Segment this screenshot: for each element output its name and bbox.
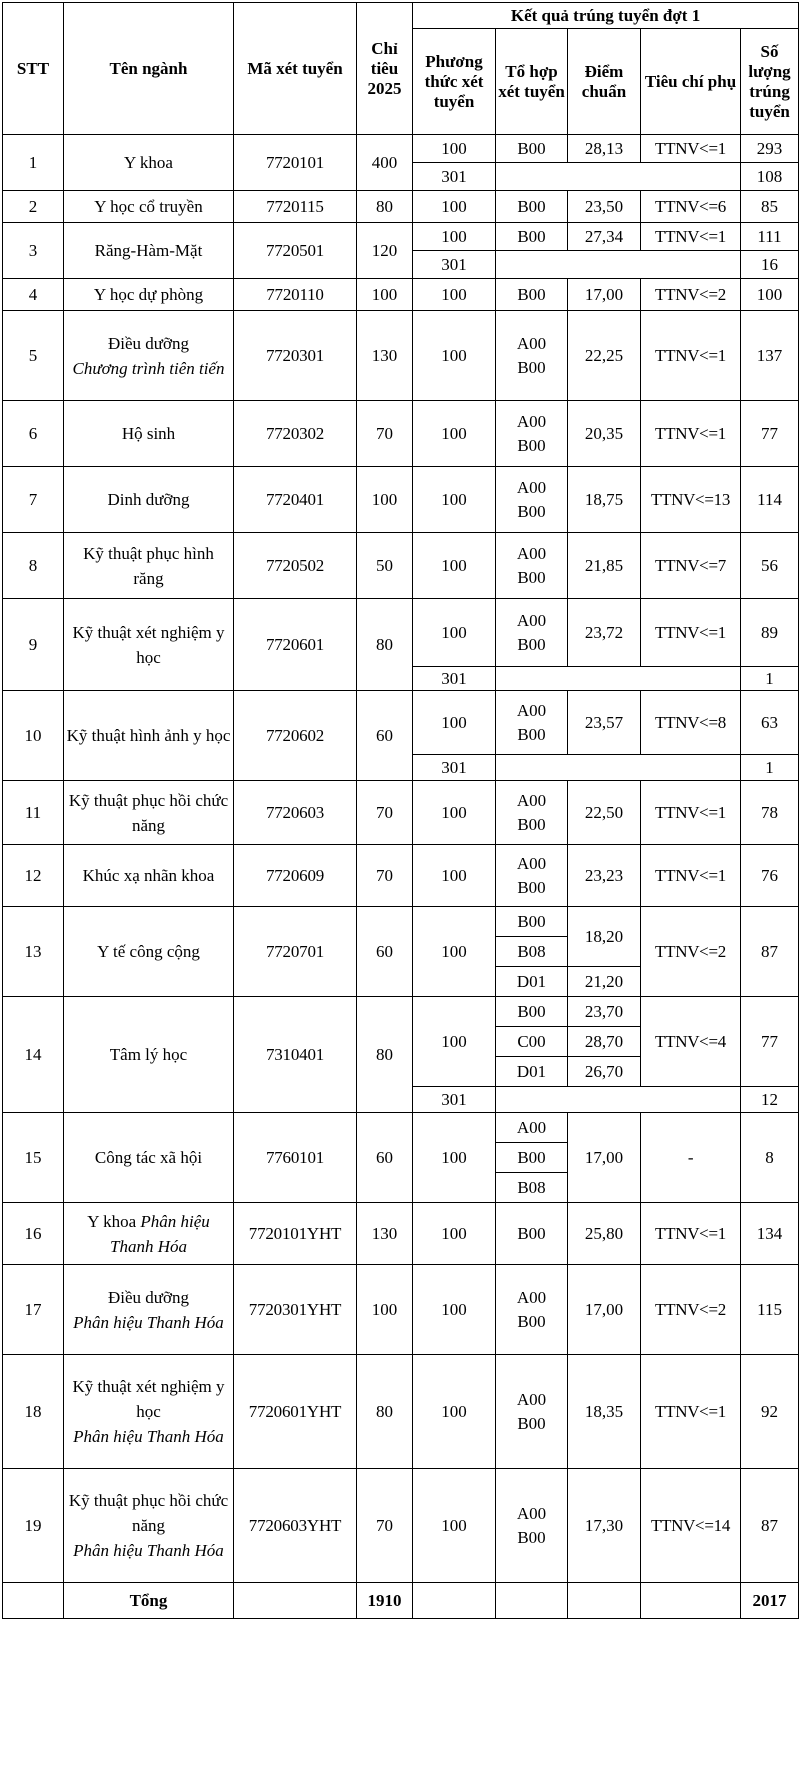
cell-name: Y học cổ truyền: [64, 191, 234, 223]
cell-name: Kỹ thuật xét nghiệm y học: [64, 599, 234, 691]
combo-a: A00: [516, 1287, 547, 1307]
header-stt: STT: [3, 3, 64, 135]
cell-stt: 13: [3, 907, 64, 997]
cell-method: 100: [413, 223, 496, 251]
cell-combo: B00: [496, 191, 568, 223]
cell-method: 100: [413, 191, 496, 223]
table-row: [3, 691, 799, 755]
cell-method: 100: [413, 1469, 496, 1583]
cell-code: 7720502: [234, 533, 357, 599]
cell-stt: 15: [3, 1113, 64, 1203]
cell-combo: [496, 533, 568, 599]
cell-score: 27,34: [568, 223, 641, 251]
table-row: [3, 191, 799, 223]
cell-method: 100: [413, 311, 496, 401]
table-row: [3, 599, 799, 667]
cell-score: 23,72: [568, 599, 641, 667]
cell-criteria: TTNV<=1: [641, 1203, 741, 1265]
cell-criteria: TTNV<=1: [641, 781, 741, 845]
header-to-hop: Tổ hợp xét tuyển: [496, 29, 568, 135]
cell-code: 7310401: [234, 997, 357, 1113]
cell-stt: 7: [3, 467, 64, 533]
cell-quota: 100: [357, 279, 413, 311]
cell-empty: [496, 1583, 568, 1619]
cell-name-italic: Phân hiệu Thanh Hóa: [73, 1312, 224, 1332]
cell-combo: B00: [496, 997, 568, 1027]
cell-method: 100: [413, 279, 496, 311]
combo-a: A00: [516, 853, 547, 873]
cell-quota: 100: [357, 1265, 413, 1355]
header-chi-tieu: Chỉ tiêu 2025: [357, 3, 413, 135]
cell-method: 301: [413, 163, 496, 191]
header-phuong-thuc: Phương thức xét tuyển: [413, 29, 496, 135]
cell-combo: [496, 599, 568, 667]
cell-name: Khúc xạ nhãn khoa: [64, 845, 234, 907]
cell-code: 7720601YHT: [234, 1355, 357, 1469]
cell-stt: 11: [3, 781, 64, 845]
cell-score: 23,50: [568, 191, 641, 223]
cell-method: 100: [413, 467, 496, 533]
cell-stt: 8: [3, 533, 64, 599]
cell-count: 85: [741, 191, 799, 223]
cell-method: 100: [413, 135, 496, 163]
cell-name: [64, 1203, 234, 1265]
table-row: [3, 279, 799, 311]
table-row: [3, 781, 799, 845]
cell-criteria: TTNV<=1: [641, 135, 741, 163]
cell-count: 293: [741, 135, 799, 163]
cell-quota: 70: [357, 1469, 413, 1583]
cell-combo: [496, 1265, 568, 1355]
cell-method: 100: [413, 781, 496, 845]
cell-name: Kỹ thuật hình ảnh y học: [64, 691, 234, 781]
cell-method: 100: [413, 1203, 496, 1265]
cell-score: 28,13: [568, 135, 641, 163]
total-label: Tổng: [64, 1583, 234, 1619]
cell-score: 28,70: [568, 1027, 641, 1057]
cell-stt: 18: [3, 1355, 64, 1469]
table-row: [3, 135, 799, 163]
cell-code: 7720601: [234, 599, 357, 691]
cell-name: [64, 311, 234, 401]
cell-combo: D01: [496, 967, 568, 997]
cell-combo: [496, 781, 568, 845]
cell-combo: B00: [496, 907, 568, 937]
cell-score: 22,50: [568, 781, 641, 845]
cell-empty: [496, 251, 741, 279]
cell-score: 18,20: [568, 907, 641, 967]
cell-count: 12: [741, 1087, 799, 1113]
table-row: [3, 1469, 799, 1583]
table-row: [3, 1355, 799, 1469]
cell-name-main: Kỹ thuật phục hồi chức năng: [68, 1491, 229, 1535]
cell-code: 7720101YHT: [234, 1203, 357, 1265]
cell-stt: 17: [3, 1265, 64, 1355]
cell-empty: [568, 1583, 641, 1619]
cell-quota: 130: [357, 311, 413, 401]
cell-criteria: TTNV<=14: [641, 1469, 741, 1583]
cell-code: 7720609: [234, 845, 357, 907]
table-row: [3, 1265, 799, 1355]
cell-count: 87: [741, 907, 799, 997]
cell-quota: 70: [357, 401, 413, 467]
cell-combo: B00: [496, 1143, 568, 1173]
table-row: [3, 533, 799, 599]
cell-score: 23,23: [568, 845, 641, 907]
cell-count: 78: [741, 781, 799, 845]
cell-stt: 10: [3, 691, 64, 781]
combo-b: B00: [517, 1527, 546, 1547]
cell-quota: 120: [357, 223, 413, 279]
cell-method: 301: [413, 755, 496, 781]
cell-empty: [413, 1583, 496, 1619]
cell-name-main: Điều dưỡng: [108, 333, 189, 353]
cell-code: 7720301: [234, 311, 357, 401]
cell-stt: 5: [3, 311, 64, 401]
cell-score: 20,35: [568, 401, 641, 467]
cell-quota: 80: [357, 599, 413, 691]
cell-stt: 19: [3, 1469, 64, 1583]
cell-quota: 70: [357, 781, 413, 845]
cell-code: 7760101: [234, 1113, 357, 1203]
cell-combo: [496, 845, 568, 907]
header-so-luong: Số lượng trúng tuyển: [741, 29, 799, 135]
cell-stt: 6: [3, 401, 64, 467]
cell-empty: [496, 667, 741, 691]
cell-method: 301: [413, 667, 496, 691]
cell-combo: B00: [496, 223, 568, 251]
cell-criteria: TTNV<=2: [641, 279, 741, 311]
cell-code: 7720115: [234, 191, 357, 223]
cell-score: 26,70: [568, 1057, 641, 1087]
combo-a: A00: [516, 477, 547, 497]
table-row: [3, 1113, 799, 1143]
cell-name-italic: Phân hiệu Thanh Hóa: [73, 1541, 224, 1560]
cell-criteria: TTNV<=7: [641, 533, 741, 599]
header-diem-chuan: Điểm chuẩn: [568, 29, 641, 135]
cell-count: 111: [741, 223, 799, 251]
cell-name-main: Điều dưỡng: [108, 1287, 189, 1307]
cell-quota: 80: [357, 191, 413, 223]
cell-combo: B00: [496, 1203, 568, 1265]
combo-a: A00: [516, 333, 547, 353]
cell-count: 92: [741, 1355, 799, 1469]
cell-count: 1: [741, 667, 799, 691]
cell-score: 17,00: [568, 279, 641, 311]
cell-empty: [496, 163, 741, 191]
cell-method: 100: [413, 907, 496, 997]
cell-stt: 16: [3, 1203, 64, 1265]
cell-quota: 100: [357, 467, 413, 533]
cell-count: 77: [741, 401, 799, 467]
cell-stt: 2: [3, 191, 64, 223]
cell-score: 21,20: [568, 967, 641, 997]
cell-count: 1: [741, 755, 799, 781]
cell-criteria: TTNV<=4: [641, 997, 741, 1087]
cell-count: 87: [741, 1469, 799, 1583]
cell-count: 63: [741, 691, 799, 755]
combo-b: B00: [517, 814, 546, 834]
combo-b: B00: [517, 634, 546, 654]
cell-count: 115: [741, 1265, 799, 1355]
combo-b: B00: [517, 567, 546, 587]
cell-count: 137: [741, 311, 799, 401]
cell-quota: 60: [357, 691, 413, 781]
cell-combo: [496, 401, 568, 467]
cell-stt: 14: [3, 997, 64, 1113]
cell-combo: A00: [496, 1113, 568, 1143]
cell-stt: 3: [3, 223, 64, 279]
cell-criteria: -: [641, 1113, 741, 1203]
cell-count: 100: [741, 279, 799, 311]
total-count: 2017: [741, 1583, 799, 1619]
combo-b: B00: [517, 1413, 546, 1433]
cell-criteria: TTNV<=8: [641, 691, 741, 755]
cell-code: 7720301YHT: [234, 1265, 357, 1355]
cell-combo: [496, 691, 568, 755]
cell-code: 7720302: [234, 401, 357, 467]
cell-method: 100: [413, 997, 496, 1087]
cell-method: 100: [413, 1113, 496, 1203]
table-row: [3, 311, 799, 401]
cell-name: Răng-Hàm-Mặt: [64, 223, 234, 279]
cell-score: 23,70: [568, 997, 641, 1027]
cell-name: Kỹ thuật phục hồi chức năng: [64, 781, 234, 845]
cell-quota: 80: [357, 997, 413, 1113]
cell-quota: 50: [357, 533, 413, 599]
cell-criteria: TTNV<=2: [641, 1265, 741, 1355]
cell-name: [64, 1265, 234, 1355]
cell-quota: 80: [357, 1355, 413, 1469]
cell-score: 22,25: [568, 311, 641, 401]
table-row: [3, 467, 799, 533]
cell-name: Kỹ thuật phục hình răng: [64, 533, 234, 599]
cell-method: 100: [413, 845, 496, 907]
combo-b: B00: [517, 877, 546, 897]
header-ten-nganh: Tên ngành: [64, 3, 234, 135]
cell-combo: B00: [496, 135, 568, 163]
cell-criteria: TTNV<=1: [641, 1355, 741, 1469]
cell-combo: [496, 1355, 568, 1469]
cell-count: 134: [741, 1203, 799, 1265]
cell-method: 100: [413, 1355, 496, 1469]
cell-count: 76: [741, 845, 799, 907]
table-row: [3, 997, 799, 1027]
cell-score: 18,35: [568, 1355, 641, 1469]
cell-code: 7720603: [234, 781, 357, 845]
cell-stt: 12: [3, 845, 64, 907]
cell-criteria: TTNV<=1: [641, 845, 741, 907]
cell-name-main: Y khoa: [87, 1211, 137, 1231]
cell-name: [64, 1355, 234, 1469]
table-row: [3, 223, 799, 251]
combo-a: A00: [516, 411, 547, 431]
table-row: [3, 1203, 799, 1265]
cell-score: 17,00: [568, 1265, 641, 1355]
cell-score: 18,75: [568, 467, 641, 533]
cell-count: 16: [741, 251, 799, 279]
cell-combo: [496, 1469, 568, 1583]
cell-count: 108: [741, 163, 799, 191]
cell-empty: [641, 1583, 741, 1619]
table-row: [3, 401, 799, 467]
cell-score: 25,80: [568, 1203, 641, 1265]
cell-method: 301: [413, 1087, 496, 1113]
cell-combo: D01: [496, 1057, 568, 1087]
table-row: [3, 845, 799, 907]
combo-b: B00: [517, 435, 546, 455]
cell-count: 8: [741, 1113, 799, 1203]
cell-name: Tâm lý học: [64, 997, 234, 1113]
cell-quota: 70: [357, 845, 413, 907]
cell-stt: 1: [3, 135, 64, 191]
combo-a: A00: [516, 610, 547, 630]
cell-name: Y khoa: [64, 135, 234, 191]
cell-count: 77: [741, 997, 799, 1087]
cell-score: 17,30: [568, 1469, 641, 1583]
cell-combo: [496, 311, 568, 401]
cell-score: 23,57: [568, 691, 641, 755]
cell-code: 7720501: [234, 223, 357, 279]
cell-method: 301: [413, 251, 496, 279]
cell-method: 100: [413, 533, 496, 599]
cell-name: Y tế công cộng: [64, 907, 234, 997]
header-row-1: [3, 3, 799, 29]
cell-score: 21,85: [568, 533, 641, 599]
cell-method: 100: [413, 401, 496, 467]
cell-quota: 60: [357, 1113, 413, 1203]
cell-criteria: TTNV<=1: [641, 223, 741, 251]
table-row: [3, 907, 799, 937]
cell-name-italic: Phân hiệu Thanh Hóa: [110, 1211, 210, 1256]
cell-empty: [496, 755, 741, 781]
combo-a: A00: [516, 543, 547, 563]
cell-empty: [3, 1583, 64, 1619]
total-row: [3, 1583, 799, 1619]
cell-count: 114: [741, 467, 799, 533]
cell-combo: B00: [496, 279, 568, 311]
cell-name-italic: Chương trình tiên tiến: [72, 358, 225, 378]
combo-a: A00: [516, 1503, 547, 1523]
cell-quota: 60: [357, 907, 413, 997]
combo-b: B00: [517, 501, 546, 521]
cell-combo: [496, 467, 568, 533]
cell-criteria: TTNV<=1: [641, 599, 741, 667]
cell-code: 7720602: [234, 691, 357, 781]
cell-criteria: TTNV<=13: [641, 467, 741, 533]
combo-b: B00: [517, 357, 546, 377]
cell-criteria: TTNV<=1: [641, 401, 741, 467]
cell-method: 100: [413, 691, 496, 755]
cell-criteria: TTNV<=1: [641, 311, 741, 401]
cell-code: 7720101: [234, 135, 357, 191]
admission-results-table: [2, 2, 799, 1619]
cell-name: Y học dự phòng: [64, 279, 234, 311]
combo-a: A00: [516, 700, 547, 720]
cell-criteria: TTNV<=6: [641, 191, 741, 223]
cell-method: 100: [413, 1265, 496, 1355]
cell-name: Hộ sinh: [64, 401, 234, 467]
cell-empty: [234, 1583, 357, 1619]
total-quota: 1910: [357, 1583, 413, 1619]
cell-code: 7720401: [234, 467, 357, 533]
cell-stt: 9: [3, 599, 64, 691]
cell-count: 56: [741, 533, 799, 599]
cell-combo: C00: [496, 1027, 568, 1057]
cell-empty: [496, 1087, 741, 1113]
cell-method: 100: [413, 599, 496, 667]
cell-name: [64, 1469, 234, 1583]
cell-quota: 400: [357, 135, 413, 191]
header-tieu-chi: Tiêu chí phụ: [641, 29, 741, 135]
combo-a: A00: [516, 1389, 547, 1409]
cell-combo: B08: [496, 1173, 568, 1203]
cell-score: 17,00: [568, 1113, 641, 1203]
combo-b: B00: [517, 1311, 546, 1331]
cell-code: 7720110: [234, 279, 357, 311]
cell-stt: 4: [3, 279, 64, 311]
cell-name-main: Kỹ thuật xét nghiệm y học: [72, 1377, 225, 1421]
cell-name-italic: Phân hiệu Thanh Hóa: [73, 1427, 224, 1446]
cell-code: 7720603YHT: [234, 1469, 357, 1583]
cell-criteria: TTNV<=2: [641, 907, 741, 997]
cell-combo: B08: [496, 937, 568, 967]
cell-code: 7720701: [234, 907, 357, 997]
cell-count: 89: [741, 599, 799, 667]
combo-b: B00: [517, 724, 546, 744]
combo-a: A00: [516, 790, 547, 810]
cell-name: Công tác xã hội: [64, 1113, 234, 1203]
cell-name: Dinh dưỡng: [64, 467, 234, 533]
header-ma-xet-tuyen: Mã xét tuyển: [234, 3, 357, 135]
header-group-ket-qua: Kết quả trúng tuyển đợt 1: [413, 3, 799, 29]
cell-quota: 130: [357, 1203, 413, 1265]
